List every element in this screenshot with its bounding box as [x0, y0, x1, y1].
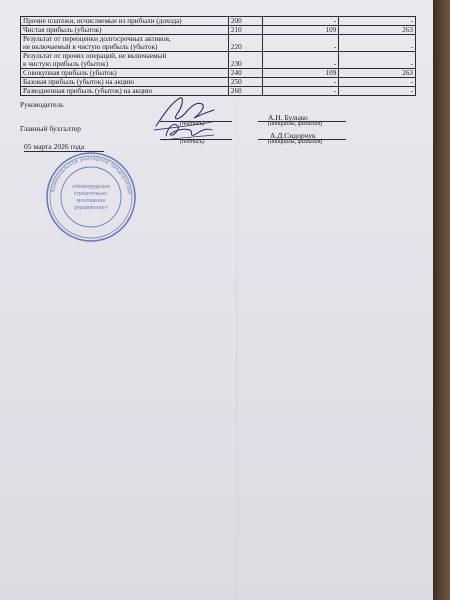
row-current-period-value: 109: [262, 69, 339, 78]
row-indicator-name: [21, 35, 229, 52]
table-row: [21, 52, 416, 69]
table-row: [21, 69, 416, 78]
row-code: 260: [228, 87, 262, 96]
table-row: [21, 26, 416, 35]
row-current-period-value: -: [262, 78, 339, 87]
head-label: Руководитель: [20, 100, 64, 109]
row-indicator-name: [21, 69, 229, 78]
report-date: 05 марта 2026 года: [24, 142, 85, 151]
seal-center-line: управление»: [74, 205, 108, 211]
row-indicator-name-line: в чистую прибыль (убыток): [23, 60, 108, 68]
row-indicator-name-line: Базовая прибыль (убыток) на акцию: [23, 78, 135, 86]
row-indicator-name: [21, 78, 229, 87]
row-indicator-name: [21, 17, 229, 26]
company-seal: [44, 150, 138, 244]
row-current-period-value: -: [262, 35, 339, 52]
row-code: 200: [228, 17, 262, 26]
head-name-caption: (инициалы, фамилия): [268, 121, 323, 127]
row-current-period-value: -: [262, 87, 339, 96]
row-previous-period-value: -: [339, 87, 416, 96]
row-previous-period-value: -: [339, 17, 416, 26]
row-current-period-value: -: [262, 52, 339, 69]
row-indicator-name: [21, 52, 229, 69]
accountant-label: Главный бухгалтер: [20, 124, 81, 133]
seal-center-line: монтажное: [76, 198, 106, 204]
row-indicator-name-line: Результат от прочих операций, не включаемый: [23, 52, 167, 60]
row-previous-period-value: -: [339, 78, 416, 87]
row-previous-period-value: -: [339, 52, 416, 69]
seal-center-line: «Новогрудское: [71, 184, 111, 190]
row-indicator-name-line: Результат от переоценки долгосрочных активов,: [23, 35, 171, 43]
accountant-name: А.Д.Сидорчук: [270, 131, 316, 140]
row-previous-period-value: 263: [339, 69, 416, 78]
row-code: 210: [228, 26, 262, 35]
row-current-period-value: -: [262, 17, 339, 26]
row-previous-period-value: 263: [339, 26, 416, 35]
row-indicator-name-line: Разводненная прибыль (убыток) на акцию: [23, 87, 153, 95]
financial-results-table: [20, 16, 416, 96]
accountant-name-caption: (инициалы, фамилия): [268, 139, 323, 145]
row-code: 250: [228, 78, 262, 87]
row-indicator-name-line: не включаемый в чистую прибыль (убыток): [23, 43, 158, 51]
seal-ring-text: Коммунальное унитарное предприятие: [50, 155, 132, 195]
head-name: А.Н. Булыко: [268, 113, 308, 122]
row-code: 220: [228, 35, 262, 52]
page-fold-shadow: [236, 100, 237, 600]
row-indicator-name-line: Совокупная прибыль (убыток): [23, 69, 117, 77]
seal-center-text: [72, 184, 111, 211]
row-indicator-name: [21, 26, 229, 35]
row-previous-period-value: -: [339, 35, 416, 52]
table-row: [21, 35, 416, 52]
head-signature-caption: (подпись): [180, 121, 205, 127]
row-code: 240: [228, 69, 262, 78]
accountant-signature-caption: (подпись): [180, 139, 205, 145]
row-indicator-name-line: Чистая прибыль (убыток): [23, 26, 102, 34]
table-row: [21, 17, 416, 26]
seal-center-line: строительно-: [73, 191, 109, 197]
row-code: 230: [228, 52, 262, 69]
row-current-period-value: 109: [262, 26, 339, 35]
table-row: [21, 78, 416, 87]
accountant-signature-image: [160, 116, 220, 146]
row-indicator-name-line: Прочие платежи, исчисляемые из прибыли (дохода): [23, 17, 182, 25]
